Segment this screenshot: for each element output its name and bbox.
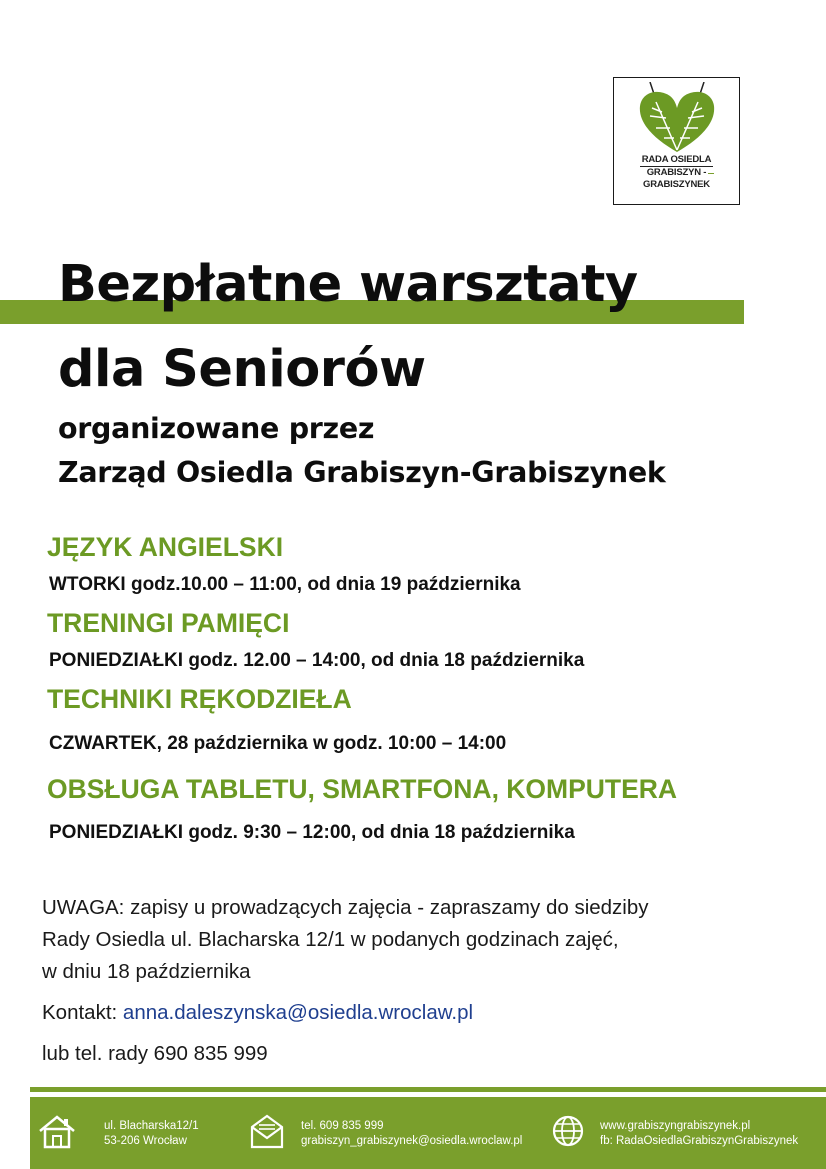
title-line-1: Bezpłatne warsztaty	[58, 255, 638, 314]
note-line-2: Rady Osiedla ul. Blacharska 12/1 w podanych godzinach zajęć,	[42, 928, 619, 951]
course-title-devices: OBSŁUGA TABLETU, SMARTFONA, KOMPUTERA	[47, 774, 678, 804]
course-schedule-memory: PONIEDZIAŁKI godz. 12.00 – 14:00, od dnia 18 października	[49, 650, 585, 671]
note-line-1: UWAGA: zapisy u prowadzących zajęcia - zapraszamy do siedziby	[42, 896, 649, 919]
globe-icon	[550, 1111, 586, 1151]
mail-icon	[248, 1111, 286, 1151]
footer-email[interactable]: grabiszyn_grabiszynek@osiedla.wroclaw.pl	[301, 1135, 523, 1147]
contact-phone: lub tel. rady 690 835 999	[42, 1042, 268, 1065]
course-schedule-devices: PONIEDZIAŁKI godz. 9:30 – 12:00, od dnia 18 października	[49, 822, 575, 843]
subtitle-line-2: Zarząd Osiedla Grabiszyn-Grabiszynek	[58, 456, 666, 489]
subtitle-line-1: organizowane przez	[58, 412, 375, 445]
footer-address	[104, 1119, 199, 1149]
home-icon	[36, 1111, 78, 1151]
registration-note	[42, 892, 649, 988]
course-schedule-handicraft: CZWARTEK, 28 października w godz. 10:00 – 14:00	[49, 733, 507, 754]
footer-tel: tel. 609 835 999	[301, 1120, 384, 1132]
course-title-memory: TRENINGI PAMIĘCI	[47, 608, 290, 638]
footer-web	[600, 1119, 798, 1149]
footer-fb[interactable]: fb: RadaOsiedlaGrabiszynGrabiszynek	[600, 1135, 799, 1147]
footer-divider	[30, 1087, 826, 1092]
footer	[30, 1097, 826, 1169]
heart-leaves-icon	[636, 82, 718, 154]
footer-contact	[301, 1119, 522, 1149]
course-schedule-english: WTORKI godz.10.00 – 11:00, od dnia 19 października	[49, 574, 521, 595]
logo-line2: GRABISZYN -	[646, 167, 707, 178]
footer-www[interactable]: www.grabiszyngrabiszynek.pl	[600, 1120, 751, 1132]
logo-text	[614, 154, 739, 191]
logo	[613, 77, 740, 205]
title-line-2: dla Seniorów	[58, 340, 426, 399]
contact-line	[42, 997, 473, 1029]
logo-line1: RADA OSIEDLA	[641, 154, 712, 165]
footer-address-line2: 53-206 Wrocław	[104, 1135, 187, 1147]
logo-line3: GRABISZYNEK	[643, 179, 710, 190]
contact-email-link[interactable]: anna.daleszynska@osiedla.wroclaw.pl	[122, 1001, 474, 1024]
note-line-3: w dniu 18 października	[42, 960, 251, 983]
course-title-english: JĘZYK ANGIELSKI	[47, 532, 284, 562]
footer-address-line1: ul. Blacharska12/1	[104, 1120, 199, 1132]
course-title-handicraft: TECHNIKI RĘKODZIEŁA	[47, 684, 352, 714]
contact-label: Kontakt:	[42, 1001, 123, 1024]
